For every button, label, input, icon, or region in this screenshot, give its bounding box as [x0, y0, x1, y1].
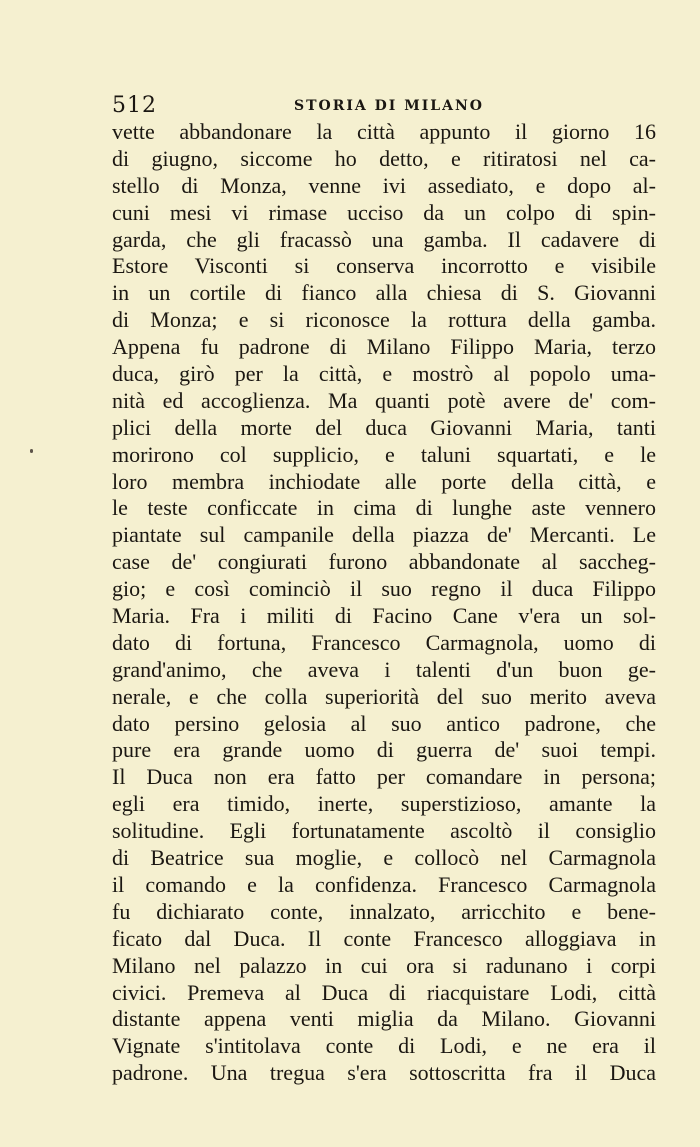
text-line: nerale, e che colla superiorità del suo merito aveva — [112, 683, 656, 709]
text-line: padrone. Una tregua s'era sottoscritta fra il Duca — [112, 1060, 656, 1086]
text-line: Il Duca non era fatto per comandare in persona; — [112, 764, 656, 790]
text-line: dato persino gelosia al suo antico padrone, che — [112, 710, 656, 736]
text-line: civici. Premeva al Duca di riacquistare Lodi, città — [112, 979, 656, 1005]
text-line: di giugno, siccome ho detto, e ritiratosi nel ca- — [112, 145, 656, 171]
text-line: duca, girò per la città, e mostrò al popolo uma- — [112, 361, 656, 387]
text-line: plici della morte del duca Giovanni Maria, tanti — [112, 414, 656, 440]
page-number: 512 — [112, 93, 157, 118]
page-header — [110, 93, 655, 119]
running-title: STORIA DI MILANO — [294, 98, 484, 114]
text-line: Vignate s'intitolava conte di Lodi, e ne era il — [112, 1033, 656, 1059]
text-line: piantate sul campanile della piazza de' Mercanti. Le — [112, 522, 656, 548]
text-line: di Beatrice sua moglie, e collocò nel Carmagnola — [112, 845, 656, 871]
text-line: ficato dal Duca. Il conte Francesco alloggiava in — [112, 925, 656, 951]
text-line: garda, che gli fracassò una gamba. Il cadavere di — [112, 226, 656, 252]
text-line: le teste conficcate in cima di lunghe aste vennero — [112, 495, 656, 521]
ink-speck — [30, 449, 33, 453]
text-line: di Monza; e si riconosce la rottura della gamba. — [112, 307, 656, 333]
text-line: gio; e così cominciò il suo regno il duca Filippo — [112, 576, 656, 602]
text-line: Appena fu padrone di Milano Filippo Maria, terzo — [112, 334, 656, 360]
body-text — [112, 119, 656, 1087]
text-line: cuni mesi vi rimase ucciso da un colpo di spin- — [112, 199, 656, 225]
text-line: Maria. Fra i militi di Facino Cane v'era un sol- — [112, 603, 656, 629]
text-line: Estore Visconti si conserva incorrotto e visibile — [112, 253, 656, 279]
text-line: stello di Monza, venne ivi assediato, e dopo al- — [112, 172, 656, 198]
text-line: grand'animo, che aveva i talenti d'un buon ge- — [112, 656, 656, 682]
text-line: loro membra inchiodate alle porte della città, e — [112, 468, 656, 494]
text-line: nità ed accoglienza. Ma quanti potè avere de' com- — [112, 387, 656, 413]
text-line: fu dichiarato conte, innalzato, arricchito e bene- — [112, 898, 656, 924]
text-line: pure era grande uomo di guerra de' suoi tempi. — [112, 737, 656, 763]
text-line: vette abbandonare la città appunto il giorno 16 — [112, 119, 656, 144]
text-line: dato di fortuna, Francesco Carmagnola, uomo di — [112, 629, 656, 655]
text-line: egli era timido, inerte, superstizioso, amante la — [112, 791, 656, 817]
text-line: morirono col supplicio, e taluni squartati, e le — [112, 441, 656, 467]
text-line: distante appena venti miglia da Milano. Giovanni — [112, 1006, 656, 1032]
text-line: il comando e la confidenza. Francesco Carmagnola — [112, 871, 656, 897]
text-line: case de' congiurati furono abbandonate al saccheg- — [112, 549, 656, 575]
text-line: solitudine. Egli fortunatamente ascoltò il consiglio — [112, 818, 656, 844]
text-line: in un cortile di fianco alla chiesa di S. Giovanni — [112, 280, 656, 306]
text-line: Milano nel palazzo in cui ora si radunano i corpi — [112, 952, 656, 978]
